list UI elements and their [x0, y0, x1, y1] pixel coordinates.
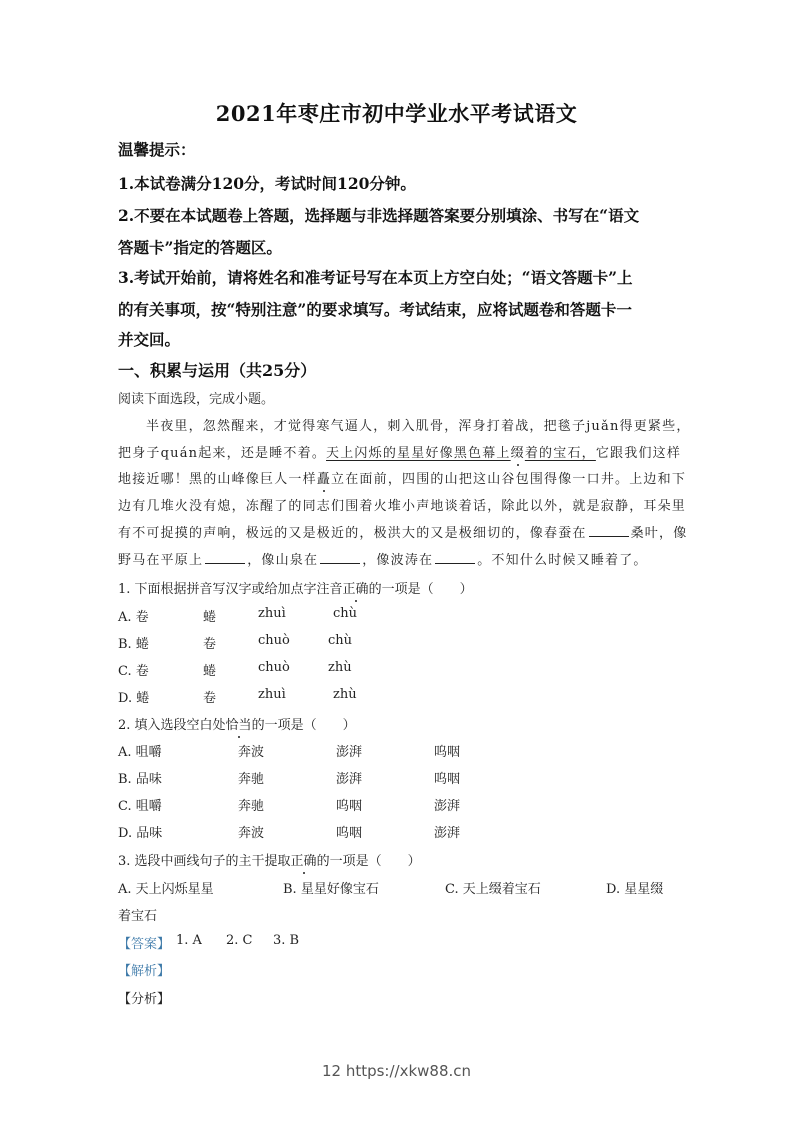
dotted-chars: 正确: [342, 582, 369, 597]
option-cell: chù: [333, 606, 358, 621]
option-cell: A. 咀嚼: [118, 745, 162, 760]
fill-blank: [320, 551, 360, 564]
passage-line-6: [118, 549, 648, 568]
notice-heading: 温馨提示：: [118, 140, 196, 159]
notice-3-cont: 的有关事项，按“特别注意”的要求填写。考试结束，应将试题卷和答题卡一: [118, 300, 632, 319]
underlined-sentence-b: 着的宝石，: [524, 446, 596, 461]
option-cell: 呜咽: [336, 799, 363, 814]
analysis-tag: 【解析】: [118, 964, 171, 979]
question-1-stem: [118, 578, 473, 597]
question-2-stem: [118, 714, 356, 733]
underlined-sentence-a: 天上闪烁的星星好像黑色幕上: [326, 446, 511, 461]
option-cell: zhù: [333, 687, 357, 702]
stem-text: 的一项是（ ）: [251, 718, 356, 733]
option-cell: D. 品味: [118, 826, 163, 841]
option-cell: zhuì: [258, 606, 286, 621]
option-c: C. 天上缀着宝石: [445, 882, 541, 897]
option-cell: 奔驰: [238, 799, 265, 814]
page-footer: [0, 1062, 793, 1080]
option-cell: 呜咽: [434, 772, 461, 787]
dotted-chars: 正确: [290, 854, 317, 869]
answer-1: 1. A: [176, 933, 202, 948]
page-number: 12: [321, 1062, 342, 1080]
passage-line-2: [118, 442, 681, 461]
option-cell: 呜咽: [434, 745, 461, 760]
notice-3: 3.考试开始前，请将姓名和准考证号写在本页上方空白处；“语文答题卡”上: [118, 268, 633, 287]
option-cell: chuò: [258, 660, 290, 675]
option-cell: 蜷: [203, 664, 217, 679]
fenxi-tag: 【分析】: [118, 992, 171, 1007]
notice-2: 2.不要在本试题卷上答题，选择题与非选择题答案要分别填涂、书写在“语文: [118, 206, 640, 225]
option-cell: 奔波: [238, 745, 265, 760]
passage-text: 把身子quán起来，还是睡不着。: [118, 446, 327, 461]
option-cell: C. 卷: [118, 664, 149, 679]
option-cell: 澎湃: [434, 826, 461, 841]
fill-blank: [435, 551, 475, 564]
section-title: 一、积累与运用（共25分）: [118, 361, 317, 380]
passage-text: 野马在平原上: [118, 553, 204, 568]
q3-option-d-cont: 着宝石: [118, 909, 158, 924]
option-cell: chuò: [258, 633, 290, 648]
fill-blank: [205, 551, 245, 564]
stem-text: 3. 选段中画线句子的主干提取: [118, 854, 291, 869]
passage-line-1: 半夜里，忽然醒来，才觉得寒气逼人，刺入肌骨，浑身打着战，把毯子juǎn得更紧些，: [146, 419, 691, 434]
passage-text: ，像山泉在: [247, 553, 319, 568]
dotted-char: 缀: [510, 446, 525, 461]
passage-text: 。不知什么时候又睡着了。: [477, 553, 648, 568]
stem-text: 2. 填入选段空白处: [118, 718, 226, 733]
answer-tag: 【答案】: [118, 937, 171, 952]
notice-2-cont: 答题卡”指定的答题区。: [118, 238, 282, 257]
option-b: B. 星星好像宝石: [283, 882, 379, 897]
reading-instruction: 阅读下面选段，完成小题。: [118, 392, 275, 407]
option-cell: 澎湃: [336, 745, 363, 760]
option-cell: zhù: [328, 660, 352, 675]
footer-url[interactable]: https://xkw88.cn: [345, 1062, 472, 1080]
option-cell: 呜咽: [336, 826, 363, 841]
fill-blank: [589, 524, 629, 537]
passage-text: 立在面前，四围的山把这山谷包围得像一口井。上边和下: [331, 472, 687, 487]
option-cell: B. 品味: [118, 772, 162, 787]
passage-line-4: 边有几堆火没有熄，冻醒了的同志们围着火堆小声地谈着话，除此以外，就是寂静，耳朵里: [118, 499, 687, 514]
passage-text: 有不可捉摸的声响，极远的又是极近的，极洪大的又是极细切的，像春蚕在: [118, 526, 587, 541]
option-cell: 卷: [203, 691, 217, 706]
option-cell: 蜷: [203, 610, 217, 625]
dotted-chars: 恰当: [225, 718, 252, 733]
option-cell: 澎湃: [434, 799, 461, 814]
passage-line-3: [118, 468, 686, 487]
option-cell: 澎湃: [336, 772, 363, 787]
option-cell: 卷: [203, 637, 217, 652]
passage-text: 桑叶，像: [630, 526, 688, 541]
option-cell: chù: [328, 633, 353, 648]
answer-3: 3. B: [273, 933, 300, 948]
notice-1: 1.本试卷满分120分，考试时间120分钟。: [118, 174, 416, 193]
passage-text: ，像波涛在: [362, 553, 434, 568]
dotted-char: 矗: [316, 472, 332, 487]
option-cell: D. 蜷: [118, 691, 150, 706]
option-cell: C. 咀嚼: [118, 799, 162, 814]
option-cell: 奔驰: [238, 772, 265, 787]
option-cell: 奔波: [238, 826, 265, 841]
stem-text: 1. 下面根据拼音写汉字或给加点字注音: [118, 582, 343, 597]
option-cell: zhuì: [258, 687, 286, 702]
question-3-stem: [118, 850, 421, 869]
option-d: D. 星星缀: [606, 882, 664, 897]
passage-line-5: [118, 522, 687, 541]
passage-text: 它跟我们这样: [595, 446, 682, 461]
passage-text: 地接近哪！黑的山峰像巨人一样: [118, 472, 317, 487]
option-a: A. 天上闪烁星星: [118, 882, 214, 897]
page-title: 2021年枣庄市初中学业水平考试语文: [215, 101, 578, 126]
option-cell: B. 蜷: [118, 637, 149, 652]
stem-text: 的一项是（ ）: [368, 582, 473, 597]
notice-3-end: 并交回。: [118, 330, 181, 349]
stem-text: 的一项是（ ）: [316, 854, 421, 869]
option-cell: A. 卷: [118, 610, 149, 625]
answer-2: 2. C: [226, 933, 253, 948]
